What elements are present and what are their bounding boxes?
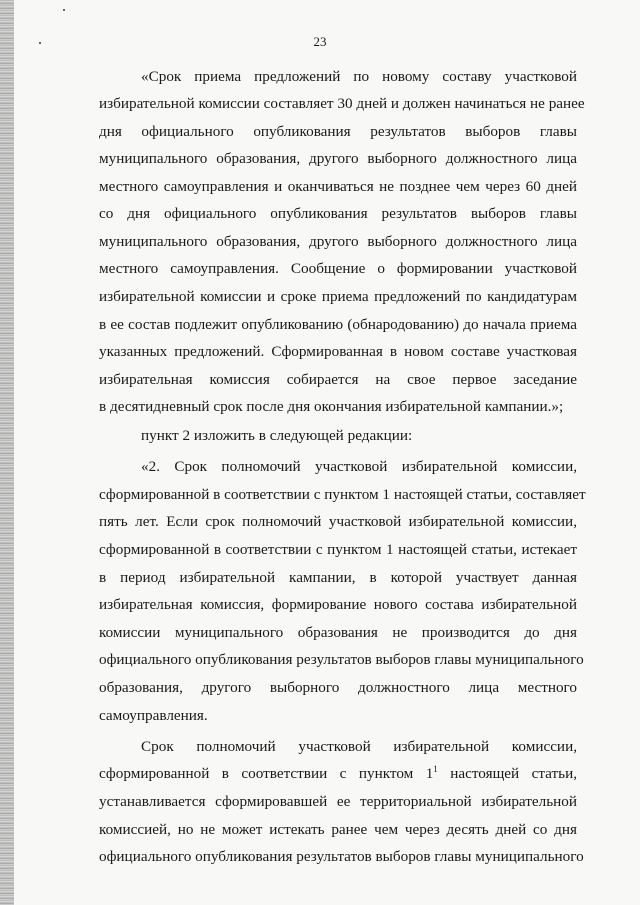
text-line: [99, 260, 577, 278]
text-line: [99, 651, 584, 669]
text-line-content: сформированной в соответствии с пунктом 1 настоящей статьи, истекает: [99, 541, 577, 558]
text-line-content: избирательная комиссия, формирование нового состава избирательной: [99, 596, 577, 613]
scan-edge-shadow: [0, 0, 14, 905]
text-line-content: комиссией, но не может истекать ранее чем через десять дней со дня: [99, 821, 577, 838]
text-line-content: избирательной комиссии составляет 30 дней и должен начинаться не ранее: [99, 95, 585, 112]
text-line-tail: настоящей статьи,: [437, 765, 577, 782]
text-line-content: сформированной в соответствии с пунктом 1 настоящей статьи, составляет: [99, 486, 586, 503]
text-line-content: местного самоуправления и оканчиваться не позднее чем через 60 дней: [99, 178, 577, 195]
text-line: [99, 679, 577, 697]
text-line-content: официального опубликования результатов выборов главы муниципального: [99, 651, 584, 668]
text-line: [141, 738, 577, 756]
text-line-content: сформированной в соответствии с пунктом 1: [99, 765, 434, 782]
text-line: [99, 707, 577, 725]
text-line: [99, 513, 577, 531]
text-line: [141, 458, 577, 476]
text-line-content: официального опубликования результатов выборов главы муниципального: [99, 848, 584, 865]
text-line-content: пункт 2 изложить в следующей редакции:: [141, 427, 413, 444]
superscript-mark: 1: [433, 763, 438, 774]
text-line-content: указанных предложений. Сформированная в новом составе участковая: [99, 343, 577, 360]
text-line: [99, 233, 577, 251]
text-line: [99, 288, 577, 306]
text-line-content: муниципального образования, другого выборного должностного лица: [99, 233, 577, 250]
text-line: [99, 205, 577, 223]
text-line: [99, 486, 586, 504]
text-line: [99, 848, 584, 866]
text-line: [99, 316, 577, 334]
text-line: [141, 427, 577, 445]
text-line: [99, 371, 577, 389]
text-line: [99, 624, 577, 642]
text-line-content: дня официального опубликования результатов выборов главы: [99, 123, 577, 140]
text-line: [99, 123, 577, 141]
text-line: [99, 765, 577, 783]
text-line-content: местного самоуправления. Сообщение о формировании участковой: [99, 260, 577, 277]
text-line: [99, 541, 577, 559]
text-line-content: избирательная комиссия собирается на свое первое заседание: [99, 371, 577, 388]
text-line: [99, 178, 577, 196]
text-line-content: со дня официального опубликования результатов выборов главы: [99, 205, 577, 222]
text-line-content: пять лет. Если срок полномочий участковой избирательной комиссии,: [99, 513, 577, 530]
text-line-content: избирательной комиссии и сроке приема предложений по кандидатурам: [99, 288, 577, 305]
text-line-content: комиссии муниципального образования не производится до дня: [99, 624, 577, 641]
text-line-content: образования, другого выборного должностного лица местного: [99, 679, 577, 696]
text-line: [99, 569, 577, 587]
text-line: [99, 95, 585, 113]
text-line: [99, 398, 577, 416]
text-line: [141, 68, 577, 86]
text-line-content: «2. Срок полномочий участковой избирательной комиссии,: [141, 458, 577, 475]
text-line: [99, 343, 577, 361]
text-line: [99, 150, 577, 168]
text-line: [99, 596, 577, 614]
text-line: [99, 793, 577, 811]
text-line-content: в десятидневный срок после дня окончания избирательной кампании.»;: [99, 398, 564, 415]
text-line-content: самоуправления.: [99, 707, 208, 724]
page-number: 23: [313, 34, 327, 49]
text-line-content: муниципального образования, другого выборного должностного лица: [99, 150, 577, 167]
text-line: [99, 821, 577, 839]
text-line-content: устанавливается сформировавшей ее территориальной избирательной: [99, 793, 577, 810]
text-line-content: «Срок приема предложений по новому составу участковой: [141, 68, 577, 85]
scan-speck: [63, 9, 65, 11]
text-line-content: в ее состав подлежит опубликованию (обнародованию) до начала приема: [99, 316, 577, 333]
text-line-content: в период избирательной кампании, в которой участвует данная: [99, 569, 577, 586]
text-line-content: Срок полномочий участковой избирательной комиссии,: [141, 738, 577, 755]
